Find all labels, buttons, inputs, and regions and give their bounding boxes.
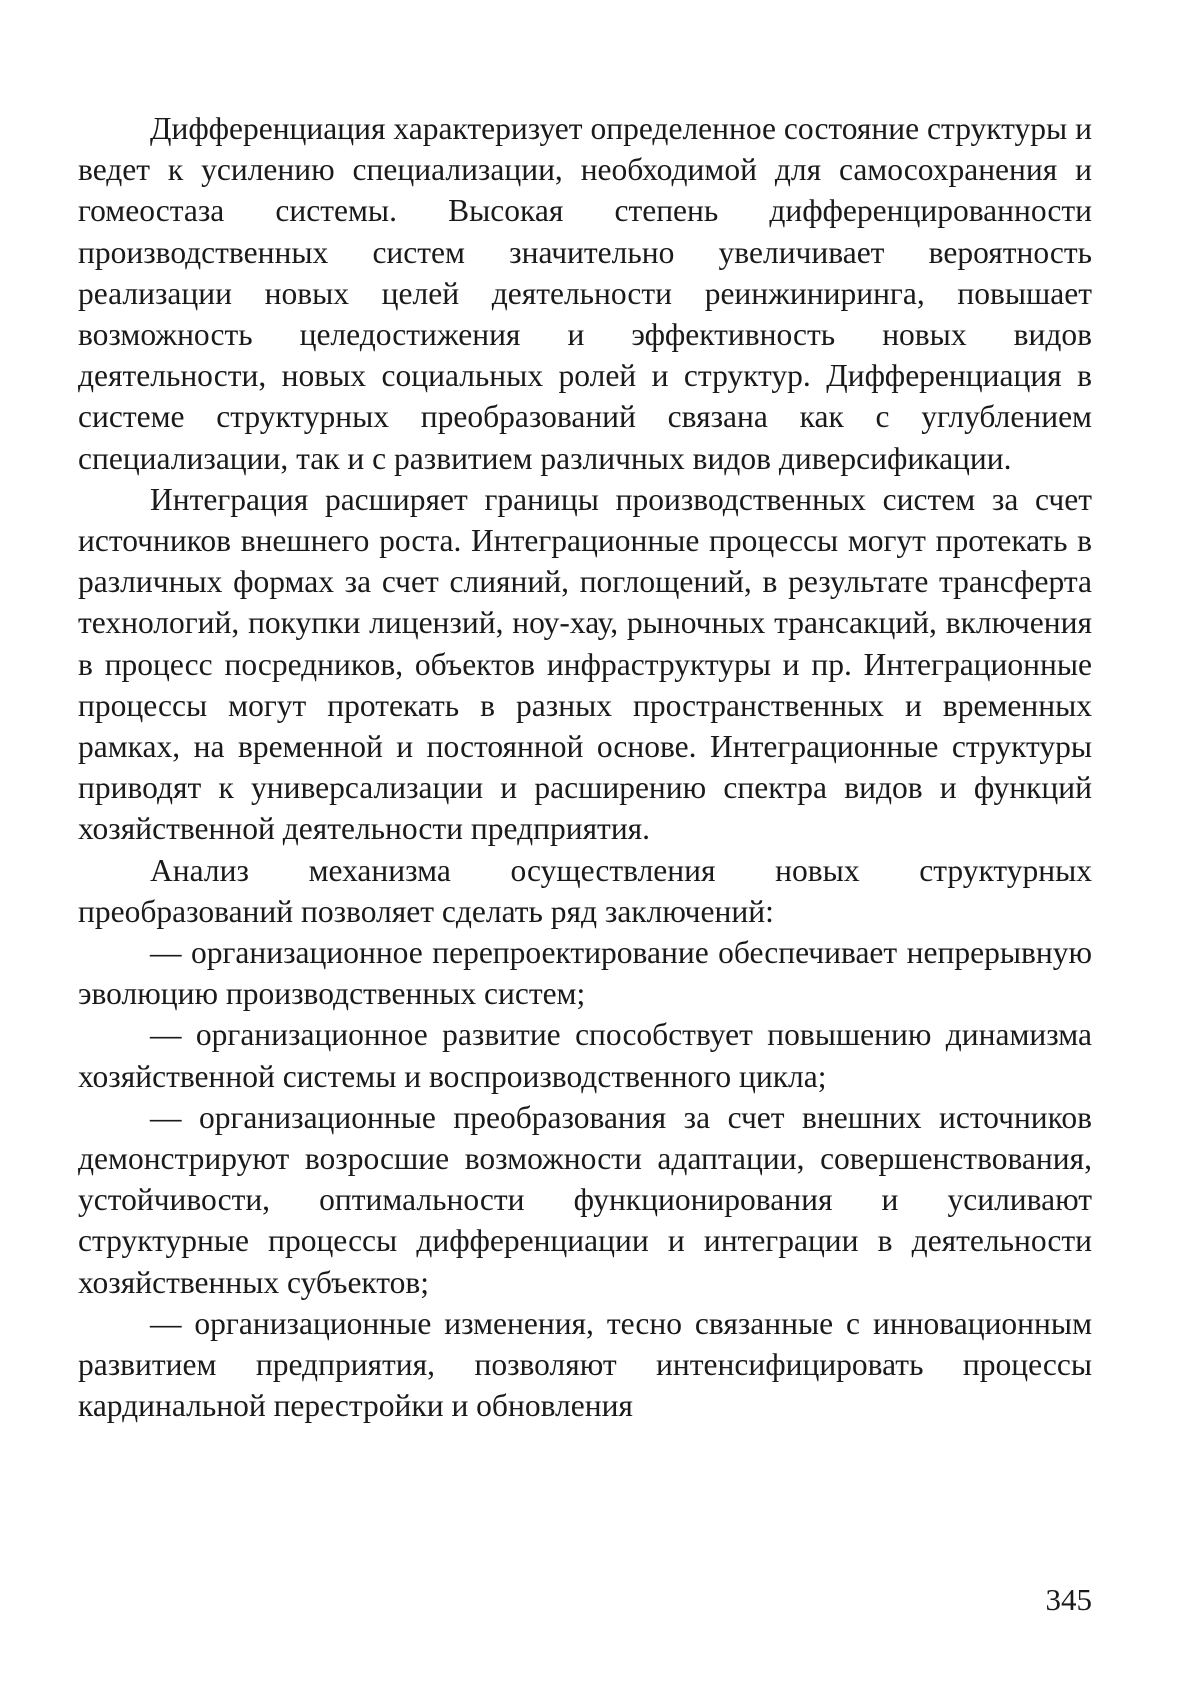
paragraph-analysis-intro: Анализ механизма осуществления новых структурных преобразований позволяет сделать ряд заключений: bbox=[78, 852, 1092, 929]
paragraph-integration: Интеграция расширяет границы производственных систем за счет источников внешнего роста. Интеграционные процессы могут протекать в различных формах за счет слияний, поглощений, в результате трансферта технологий, покупки лицензий, ноу-хау, рыночных трансакций, включения в процесс посредников, объектов инфраструктуры и пр. Интеграционные процессы могут протекать в разных пространственных и временных рамках, на временной и постоянной основе. Интеграционные структуры приводят к универсализации и расширению спектра видов и функций хозяйственной деятельности предприятия. bbox=[78, 481, 1092, 847]
page-body bbox=[78, 108, 1092, 1427]
list-item-development: — организационное развитие способствует повышению динамизма хозяйственной системы и воспроизводственного цикла; bbox=[78, 1017, 1092, 1094]
paragraph-differentiation: Дифференциация характеризует определенное состояние структуры и ведет к усилению специализации, необходимой для самосохранения и гомеостаза системы. Высокая степень дифференцированности производственных систем значительно увеличивает вероятность реализации новых целей деятельности реинжиниринга, повышает возможность целедостижения и эффективность новых видов деятельности, новых социальных ролей и структур. Дифференциация в системе структурных преобразований связана как с углублением специализации, так и с развитием различных видов диверсификации. bbox=[78, 111, 1092, 476]
list-item-transformations: — организационные преобразования за счет внешних источников демонстрируют возросшие возможности адаптации, совершенствования, устойчивости, оптимальности функционирования и усиливают структурные процессы дифференциации и интеграции в деятельности хозяйственных субъектов; bbox=[78, 1099, 1092, 1300]
list-item-reengineering: — организационное перепроектирование обеспечивает непрерывную эволюцию производственных систем; bbox=[78, 935, 1092, 1012]
list-item-innovation: — организационные изменения, тесно связанные с инновационным развитием предприятия, позволяют интенсифицировать процессы кардинальной перестройки и обновления bbox=[78, 1305, 1092, 1424]
page-number: 345 bbox=[1045, 1582, 1092, 1617]
